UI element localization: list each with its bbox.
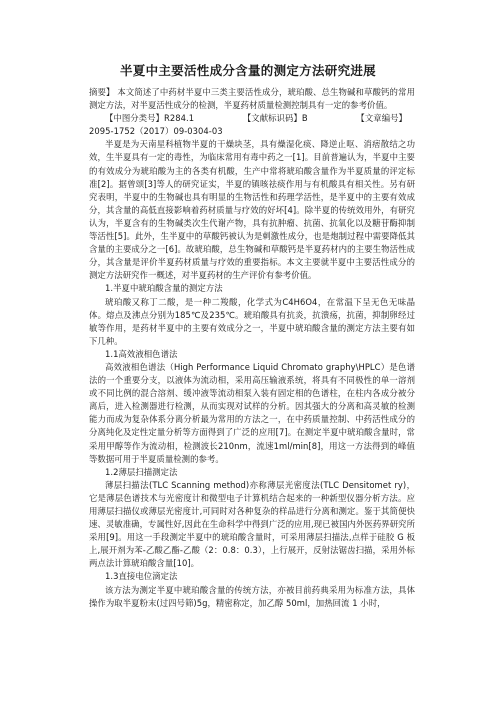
article-number-value: 2095-1752（2017）09-0304-03: [89, 126, 223, 137]
paragraph-succinic-acid: 琥珀酸又称丁二酸，是一种二羧酸，化学式为C4H6O4，在常温下呈无色无味晶体。熔点及沸点分别为185℃及235℃。琥珀酸具有抗炎，抗溃疡，抗菌，抑制卵经过敏等作用，是药材半夏中的主要有效成分之一，半夏中琥珀酸含量的测定方法主要有如下几种。: [89, 296, 415, 346]
intro-paragraph: 半夏是为天南星科植物半夏的干燥块茎，具有燥湿化痰、降逆止呕、消痞散结之功效，生半夏具有一定的毒性，为临床常用有毒中药之一[1]。目前普遍认为，半夏中主要的有效成分为琥珀酸为主的各类有机酸，生产中常将琥珀酸含量作为半夏质量的评定标准[2]。据曾颂[3]等人的研究证实，半夏的镇咳祛痰作用与有机酸具有相关性。另有研究表明，半夏中的生物碱也具有明显的生物活性和药理学活性，是半夏中的主要有效成分，其含量的高低直接影响着药材质量与疗效的好坏[4]。除半夏的传统效用外，有研究认为，半夏含有的生物碱类次生代谢产物，具有抗肿瘤、抗菌、抗氧化以及糖苷酶抑制等活性[5]。此外，生半夏中的草酸钙被认为是刺激性成分，也是炮制过程中需要降低其含量的主要成分之一[6]。故琥珀酸，总生物碱和草酸钙是半夏药材内的主要生物活性成分，其含量是评价半夏药材质量与疗效的重要指标。本文主要就半夏中主要活性成分的测定方法研究作一概述，对半夏药材的生产评价有参考价值。: [89, 139, 415, 281]
section-heading-1-1: 1.1高效液相色谱法: [105, 348, 178, 359]
paragraph-hplc: 高效液相色谱法（High Performance Liquid Chromato graphy\HPLC）是色谱法的一个重要分支，以液体为流动相，采用高压输液系统，将具有不同极性的单一溶剂或不同比例的混合溶剂、缓冲液等流动相泵入装有固定相的色谱柱，在柱内各成分被分离后，进入检测器进行检测，从而实现对试样的分析。因其强大的分离和高灵敏的检测能力而成为复杂体系分离分析最为常用的方法之一，在中药质量控制、中药活性成分的分离纯化及定性定量分析等方面得到了广泛的应用[7]。在测定半夏中琥珀酸含量时，常采用甲醇等作为流动相，检测波长210nm，流速1ml/min[8]，用这一方法得到的峰值等数据可用于半夏质量检测的参考。: [89, 361, 415, 464]
article-number-label: 【文章编号】: [356, 113, 407, 124]
document-body: [89, 86, 415, 610]
paragraph-tlc: 薄层扫描法(TLC Scanning method)亦称薄层光密度法(TLC Densitomet ry)，它是薄层色谱技术与光密度计和微型电子计算机结合起来的一种新型仪器分析方法。应用薄层扫描仪或薄层光密度计,可同时对各种复杂的样品进行分离和测定。鉴于其简便快速、灵敏准确，专属性好,因此在生命科学中得到广泛的应用,现已被国内外医药界研究所采用[9]。用这一手段测定半夏中的琥珀酸含量时，可采用薄层扫描法,点样于硅胶 G 板上,展开剂为苯-乙酸乙酯-乙酸（2：0.8：0.3），上行展开，反射法锯齿扫描，采用外标两点法计算琥珀酸含量[10]。: [89, 479, 415, 569]
article-meta: [89, 112, 415, 125]
paragraph-titration: 该方法为测定半夏中琥珀酸含量的传统方法，亦被目前药典采用为标准方法，具体操作为取半夏粉末(过四号筛)5g，精密称定，加乙醇 50ml，加热回流 1 小时，: [89, 584, 415, 608]
abstract: 摘要】 本文简述了中药材半夏中三类主要活性成分，琥珀酸、总生物碱和草酸钙的常用测定方法，对半夏活性成分的检测，半夏药材质量检测控制具有一定的参考价值。: [89, 87, 415, 111]
document-code: 【文献标识码】B: [242, 113, 308, 124]
section-heading-1-2: 1.2薄层扫描测定法: [105, 466, 178, 477]
clc-number: 【中图分类号】R284.1: [105, 113, 195, 124]
section-heading-1: 1.半夏中琥珀酸含量的测定方法: [105, 283, 223, 294]
document-title: 半夏中主要活性成分含量的测定方法研究进展: [119, 63, 376, 78]
section-heading-1-3: 1.3直接电位滴定法: [105, 571, 178, 582]
